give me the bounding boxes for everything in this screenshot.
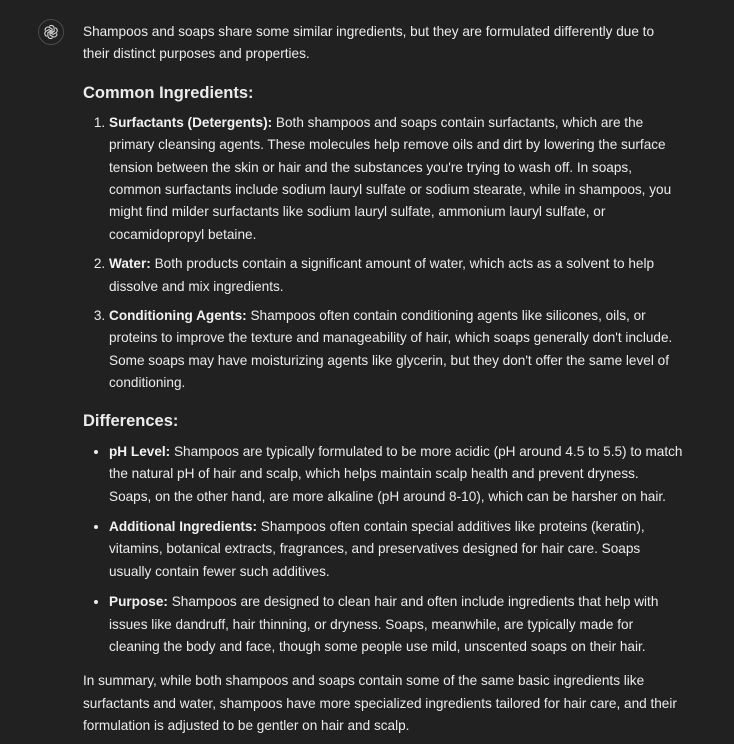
item-text: Shampoos often contain conditioning agents like silicones, oils, or proteins to improve the texture and manageability of hair, which soaps generally don't include. Some soaps may have moisturizing agents like glycerin, but they don't offer the same level of conditioning. [109,308,673,391]
common-ingredients-list [83,112,683,395]
list-item [109,305,683,395]
item-text: Shampoos are typically formulated to be more acidic (pH around 4.5 to 5.5) to match the natural pH of hair and scalp, which helps maintain scalp health and prevent dryness. Soaps, on the other hand, are more alkaline (pH around 8-10), which can be harsher on hair. [109,443,683,504]
item-title: Additional Ingredients: [109,518,258,534]
intro-paragraph: Shampoos and soaps share some similar ingredients, but they are formulated differently due to their distinct purposes and properties. [83,24,655,62]
list-item [109,515,683,583]
item-text: Both shampoos and soaps contain surfactants, which are the primary cleansing agents. These molecules help remove oils and dirt by lowering the surface tension between the skin or hair and the substances you're trying to wash off. In soaps, common surfactants include sodium lauryl sulfate or sodium stearate, while in shampoos, you might find milder surfactants like sodium lauryl sulfate, ammonium lauryl sulfate, or cocamidopropyl betaine. [109,114,672,242]
item-title: Water: [109,256,151,272]
item-title: Conditioning Agents: [109,308,247,324]
item-title: Purpose: [109,594,168,610]
differences-list [83,440,683,659]
item-text: Both products contain a significant amount of water, which acts as a solvent to help dissolve and mix ingredients. [109,256,655,294]
list-item [109,590,683,658]
item-text: Shampoos are designed to clean hair and often include ingredients that help with issues like dandruff, hair thinning, or dryness. Soaps, meanwhile, are typically made for cleaning the body and face, though some people use mild, unscented soaps on their hair. [109,594,659,654]
openai-logo-icon [43,24,59,40]
assistant-message [83,21,683,738]
item-title: pH Level: [109,443,171,459]
assistant-avatar [38,19,64,45]
summary-paragraph: In summary, while both shampoos and soaps contain some of the same basic ingredients like surfactants and water, shampoos have more specialized ingredients tailored for hair care, and their formulation is adjusted to be gentler on hair and scalp. [83,673,677,734]
item-title: Surfactants (Detergents): [109,114,273,130]
common-ingredients-heading: Common Ingredients: [83,83,254,102]
list-item [109,112,683,246]
differences-heading: Differences: [83,411,179,430]
list-item [109,440,683,508]
item-text: Shampoos often contain special additives like proteins (keratin), vitamins, botanical extracts, fragrances, and preservatives designed for hair care. Soaps usually contain fewer such additives. [109,518,645,579]
list-item [109,253,683,298]
